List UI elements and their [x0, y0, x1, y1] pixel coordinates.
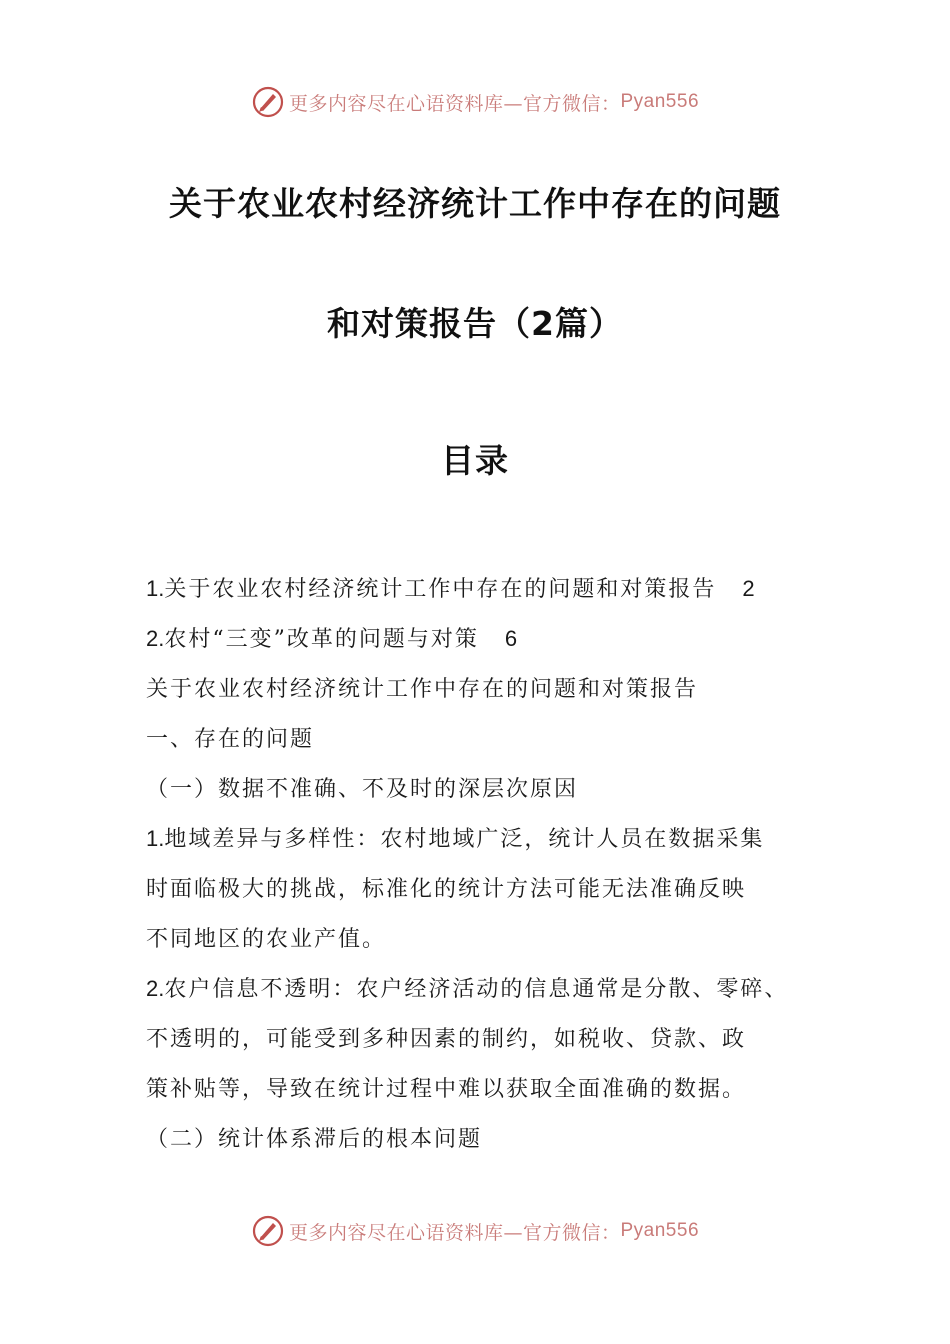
sub1-heading: （一）数据不准确、不及时的深层次原因 — [146, 777, 579, 802]
paragraph-item2-line1 — [146, 972, 846, 1003]
document-title-line-2: 和对策报告（2篇） — [327, 304, 623, 343]
toc-item-number: 2. — [146, 626, 165, 651]
item1-number: 1. — [146, 826, 165, 851]
toc-item-2[interactable] — [146, 622, 846, 653]
item2-line1-text: 农户信息不透明：农户经济活动的信息通常是分散、零碎、 — [164, 977, 789, 1002]
item2-number: 2. — [146, 976, 165, 1001]
watermark-wechat-id: Pyan556 — [620, 91, 700, 112]
paragraph-item1-line3: 不同地区的农业产值。 — [146, 927, 387, 952]
toc-item-page: 2 — [742, 576, 755, 601]
paragraph-item1-line2: 时面临极大的挑战，标准化的统计方法可能无法准确反映 — [146, 877, 747, 902]
toc-item-text: 关于农业农村经济统计工作中存在的问题和对策报告 — [164, 577, 717, 602]
paragraph-item2-line3: 策补贴等，导致在统计过程中难以获取全面准确的数据。 — [146, 1077, 747, 1102]
pen-circle-icon — [251, 1214, 285, 1248]
item1-line1-text: 地域差异与多样性：农村地域广泛，统计人员在数据采集 — [164, 827, 765, 852]
watermark-text: 更多内容尽在心语资料库—官方微信： — [288, 1221, 621, 1244]
document-title-line-1: 关于农业农村经济统计工作中存在的问题 — [169, 184, 781, 223]
toc-item-page: 6 — [504, 626, 518, 651]
header-watermark — [0, 82, 950, 122]
toc-item-text: 农村“三变”改革的问题与对策 — [164, 627, 479, 652]
toc-heading: 目录 — [441, 441, 509, 480]
footer-watermark — [0, 1211, 950, 1251]
paragraph-item1-line1 — [146, 822, 846, 853]
toc-item-number: 1. — [146, 576, 165, 601]
watermark-wechat-id: Pyan556 — [620, 1220, 700, 1241]
pen-circle-icon — [251, 85, 285, 119]
part1-heading: 一、存在的问题 — [146, 727, 315, 752]
sub2-heading: （二）统计体系滞后的根本问题 — [146, 1127, 483, 1152]
toc-item-1[interactable] — [146, 572, 846, 603]
section-title: 关于农业农村经济统计工作中存在的问题和对策报告 — [146, 677, 699, 702]
watermark-text: 更多内容尽在心语资料库—官方微信： — [288, 92, 621, 115]
paragraph-item2-line2: 不透明的，可能受到多种因素的制约，如税收、贷款、政 — [146, 1027, 747, 1052]
